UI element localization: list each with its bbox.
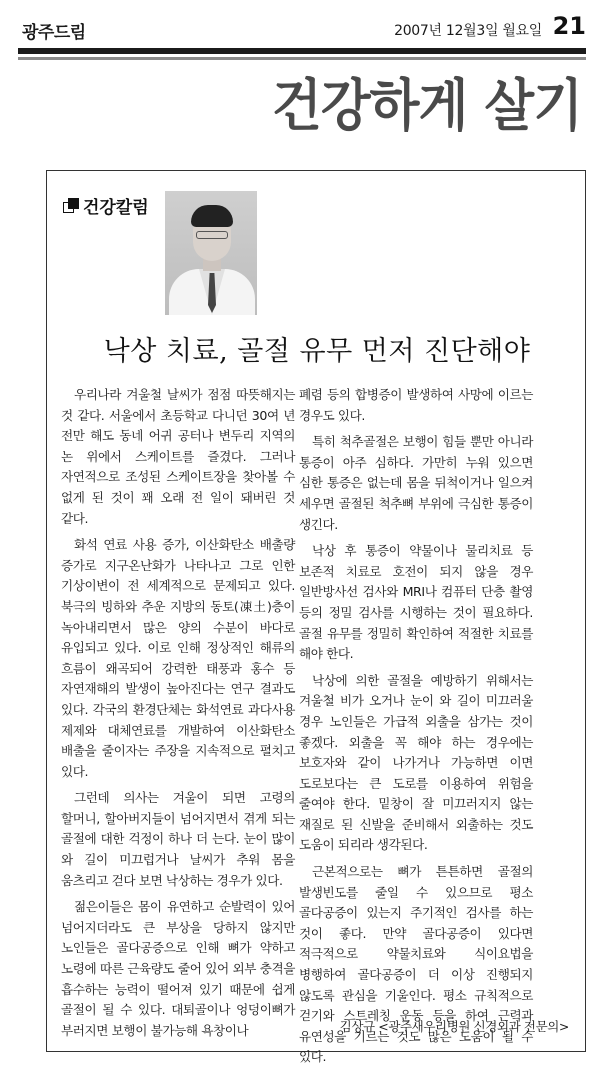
header-rule [18, 48, 586, 54]
article-box [46, 170, 586, 1065]
squares-icon [63, 198, 79, 214]
column-tag [63, 193, 149, 218]
issue-date: 2007년 12월3일 월요일 [394, 23, 542, 39]
page-number: 21 [552, 12, 586, 40]
article-column-right [299, 385, 533, 1067]
paragraph: 그런데 의사는 겨울이 되면 고령의 할머니, 할아버지들이 넘어지면서 겪게 되는 골절에 대한 걱정이 하나 더 는다. 눈이 많이 와 길이 미끄럽거나 날씨가 추워 몸을 움츠리고 걷다 보면 낙상하는 경우가 있다. [61, 790, 295, 888]
section-title: 건강하게 살기 [271, 73, 582, 139]
paragraph: 근본적으로는 뼈가 튼튼하면 골절의 발생빈도를 줄일 수 있으므로 평소 골다공증이 있는지 주기적인 검사를 하는 것이 좋다. 만약 골다공증이 있다면 적극적으로 약물치료와 식이요법을 병행하여 골다공증이 더 이상 진행되지 않도록 관심을 기울인다. 평소 규칙적으로 걷기와 스트레칭 운동 등을 하여 근력과 유연성을 기르는 것도 많은 도움이 될 수 있다. [299, 864, 533, 1065]
paragraph: 낙상 후 통증이 약물이나 물리치료 등 보존적 치료로 호전이 되지 않을 경우 일반방사선 검사와 MRI나 컴퓨터 단층 촬영 등의 정밀 검사를 시행하는 것이 필요하다. 골절 유무를 정밀히 확인하여 적절한 치료를 해야 한다. [299, 543, 533, 662]
article-column-left [61, 385, 295, 1047]
newspaper-brand: 광주드림 [22, 23, 86, 43]
author-byline: 김상규 <광주새우리병원 신경외과 전문의> [339, 1019, 569, 1034]
paragraph: 특히 척추골절은 보행이 힘들 뿐만 아니라 통증이 아주 심하다. 가만히 누워 있으면 심한 통증은 없는데 몸을 뒤척이거나 일으켜 세우면 골절된 척추뼈 부위에 극심한 통증이 생긴다. [299, 434, 533, 532]
paragraph: 젊은이들은 몸이 유연하고 순발력이 있어 넘어지더라도 큰 부상을 당하지 않지만 노인들은 골다공증으로 인해 뼈가 약하고 노령에 따른 근육량도 줄어 있어 외부 충격을 흡수하는 능력이 떨어져 있기 때문에 쉽게 골절이 될 수 있다. 대퇴골이나 엉덩이뼈가 부러지면 보행이 불가능해 욕창이나 [61, 899, 295, 1038]
paragraph: 폐렴 등의 합병증이 발생하여 사망에 이르는 경우도 있다. [299, 387, 533, 423]
author-photo [165, 191, 257, 315]
column-tag-label: 건강칼럼 [83, 198, 149, 218]
article-headline: 낙상 치료, 골절 유무 먼저 진단해야 [103, 336, 531, 367]
paragraph: 낙상에 의한 골절을 예방하기 위해서는 겨울철 비가 오거나 눈이 와 길이 미끄러울 경우 노인들은 가급적 외출을 삼가는 것이 좋겠다. 외출을 꼭 해야 하는 경우에는 보호자와 같이 나가거나 가능하면 이면 도로보다는 큰 도로를 이용하여 위험을 줄여야 한다. 밑창이 잘 미끄러지지 않는 재질로 된 신발을 준비해서 외출하는 것도 도움이 되리라 생각된다. [299, 672, 533, 853]
paragraph: 화석 연료 사용 증가, 이산화탄소 배출량 증가로 지구온난화가 나타나고 그로 인한 기상이변이 전 세계적으로 문제되고 있다. 북극의 빙하와 추운 지방의 동토(凍土)층이 녹아내리면서 많은 양의 수분이 바다로 유입되고 있다. 이로 인해 정상적인 해류의 흐름이 왜곡되어 강력한 태풍과 홍수 등 자연재해의 발생이 높아진다는 연구 결과도 있다. 각국의 환경단체는 화석연료 과다사용 제제와 대체연료를 개발하여 이산화탄소 배출을 줄이자는 주장을 지속적으로 펼치고 있다. [61, 537, 295, 779]
header-subrule [18, 57, 586, 60]
paragraph: 우리나라 겨울철 날씨가 점점 따뜻해지는 것 같다. 서울에서 초등학교 다니던 30여 년 전만 해도 동네 어귀 공터나 변두리 지역의 논 위에서 스케이트를 즐겼다. 그러나 자연적으로 조성된 스케이트장을 찾아볼 수 없게 된 것이 꽤 오래 전 일이 돼버린 것 같다. [61, 387, 295, 526]
